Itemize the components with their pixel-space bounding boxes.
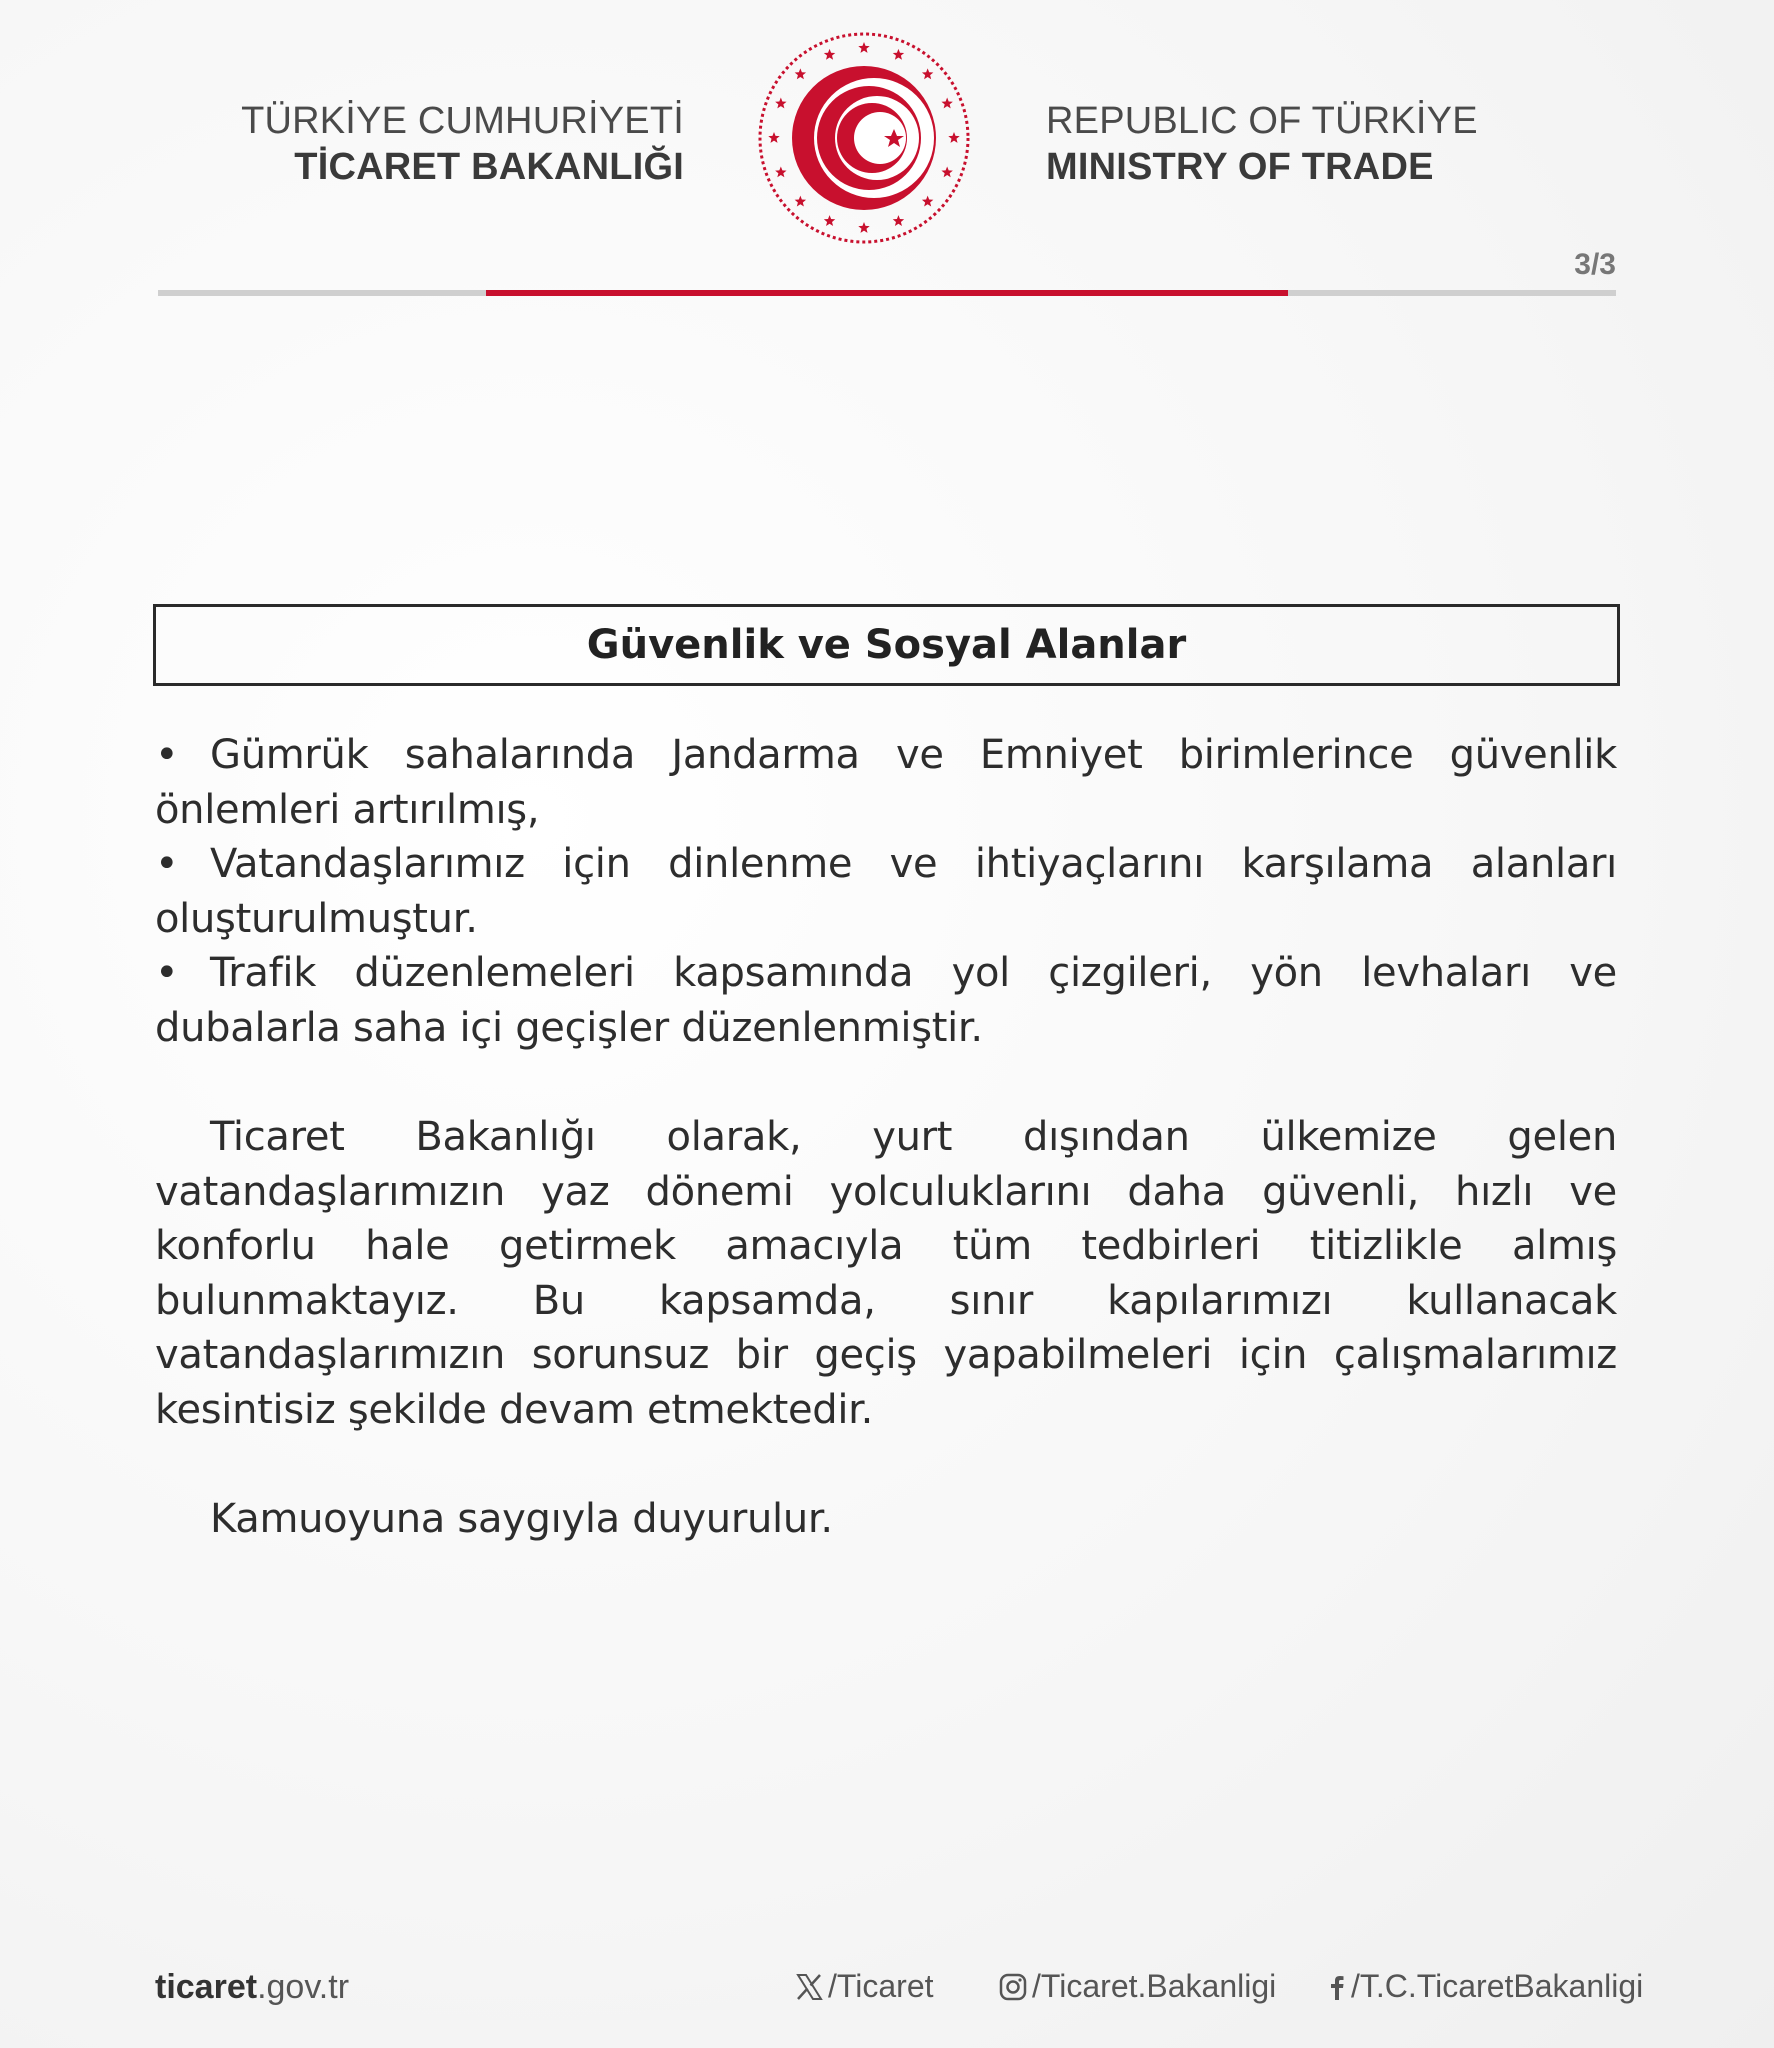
emblem-star-icon xyxy=(948,132,959,143)
facebook-handle: /T.C.TicaretBakanligi xyxy=(1351,1968,1644,2004)
emblem-star-icon xyxy=(858,222,869,233)
section-title: Güvenlik ve Sosyal Alanlar xyxy=(586,622,1187,668)
emblem-star-icon xyxy=(775,98,786,109)
page-progress-bar xyxy=(158,290,1616,296)
emblem-star-icon xyxy=(775,166,786,177)
body-paragraph: Ticaret Bakanlığı olarak, yurt dışından ülkemize gelen vatandaşlarımızın yaz dönemi yolculuklarını daha güvenli, hızlı ve konforlu hale getirmek amacıyla tüm tedbirleri titizlikle almış bulunmaktayız. Bu kapsamda, sınır kapılarımızı kullanacak vatandaşlarımızın sorunsuz bir geçiş yapabilmeleri için çalışmalarımız kesintisiz şekilde devam etmektedir. xyxy=(155,1114,1617,1433)
bullet-text: Vatandaşlarımız için dinlenme ve ihtiyaçlarını karşılama alanları oluşturulmuştur. xyxy=(155,841,1617,942)
emblem-star-icon xyxy=(768,132,779,143)
page-progress-fill xyxy=(486,290,1288,296)
emblem-star-icon xyxy=(893,49,904,60)
header-left-line2: TİCARET BAKANLIĞI xyxy=(294,146,684,188)
ministry-emblem-icon xyxy=(756,30,972,246)
bullet-item xyxy=(155,837,1617,946)
emblem-star-icon xyxy=(922,196,933,207)
emblem-star-icon xyxy=(941,98,952,109)
bullet-dot: • xyxy=(155,841,179,887)
facebook-social-link[interactable] xyxy=(1327,1968,1643,2005)
emblem-star-icon xyxy=(941,166,952,177)
emblem-star-icon xyxy=(824,49,835,60)
closing-line: Kamuoyuna saygıyla duyurulur. xyxy=(210,1496,833,1542)
emblem-star-icon xyxy=(795,196,806,207)
header-left xyxy=(241,98,684,190)
bullet-item xyxy=(155,728,1617,837)
section-header-box xyxy=(153,604,1620,686)
emblem-star-icon xyxy=(922,68,933,79)
bullet-text: Gümrük sahalarında Jandarma ve Emniyet birimlerince güvenlik önlemleri artırılmış, xyxy=(155,732,1617,833)
x-social-link[interactable] xyxy=(794,1968,934,2005)
instagram-social-link[interactable] xyxy=(998,1968,1276,2005)
header-right-line2: MINISTRY OF TRADE xyxy=(1046,146,1434,188)
facebook-icon xyxy=(1327,1972,1347,2002)
bullet-dot: • xyxy=(155,950,179,996)
instagram-handle: /Ticaret.Bakanligi xyxy=(1032,1968,1277,2004)
header-right-line1: REPUBLIC OF TÜRKİYE xyxy=(1046,100,1478,142)
emblem-star-icon xyxy=(795,68,806,79)
emblem-star-icon xyxy=(858,42,869,53)
website-bold: ticaret xyxy=(155,1968,258,2006)
instagram-icon xyxy=(998,1972,1028,2002)
document-body xyxy=(155,728,1617,1547)
bullet-dot: • xyxy=(155,732,179,778)
page-number: 3/3 xyxy=(1574,248,1616,281)
emblem-star-icon xyxy=(824,215,835,226)
emblem-star-icon xyxy=(893,215,904,226)
header-right xyxy=(1046,98,1478,190)
website-link[interactable] xyxy=(155,1968,349,2007)
x-handle: /Ticaret xyxy=(828,1968,934,2004)
x-logo-icon xyxy=(794,1972,824,2002)
bullet-item xyxy=(155,946,1617,1055)
header-left-line1: TÜRKİYE CUMHURİYETİ xyxy=(241,100,684,142)
website-rest: .gov.tr xyxy=(257,1968,350,2006)
bullet-text: Trafik düzenlemeleri kapsamında yol çizgileri, yön levhaları ve dubalarla saha içi geçişler düzenlenmiştir. xyxy=(155,950,1617,1051)
